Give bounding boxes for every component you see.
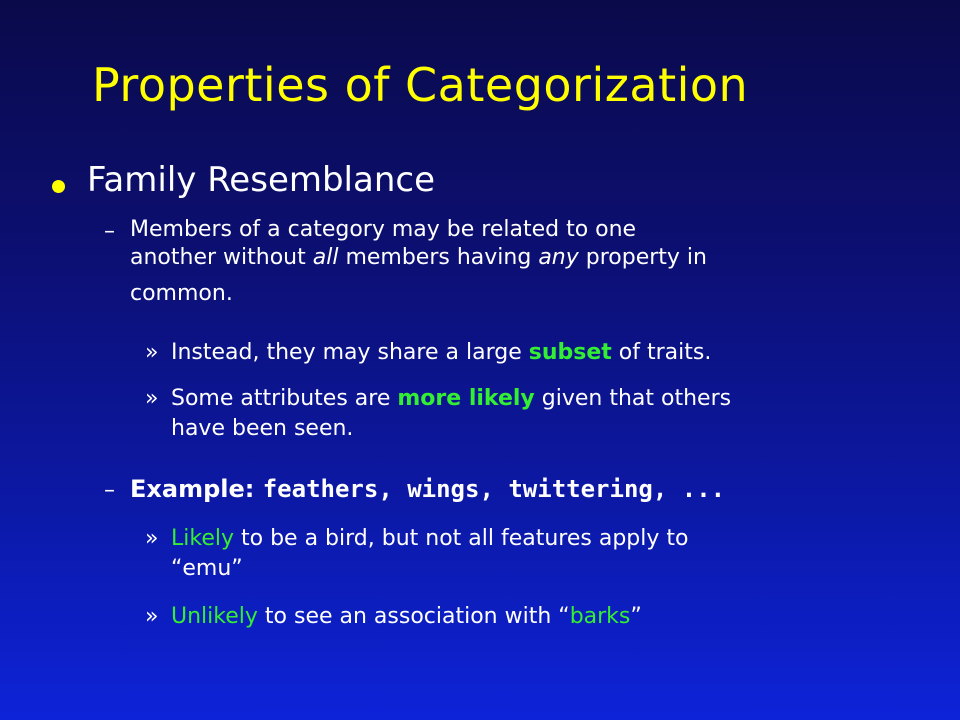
chevron-marker-icon: » — [145, 604, 159, 629]
sub4-text — [171, 602, 642, 632]
dash-marker: – — [104, 219, 115, 244]
sub3-line1 — [171, 524, 688, 554]
point2-label: Example: — [130, 475, 263, 503]
sub2-b: given that others — [534, 386, 732, 411]
point1-emphasis-any: any — [538, 245, 579, 270]
point1-line2-c: property in — [578, 245, 707, 270]
point1-line1: Members of a category may be related to one — [130, 217, 637, 242]
sub1-a: Instead, they may share a large — [171, 340, 529, 365]
sub3-text — [171, 524, 688, 584]
point1-line3: common. — [130, 281, 233, 306]
bullet-dot-icon — [52, 180, 65, 193]
sub1-b: of traits. — [611, 340, 712, 365]
sub4-highlight-barks: barks — [569, 604, 631, 629]
sub1-text — [171, 338, 711, 368]
bullet-family-resemblance: Family Resemblance — [87, 160, 436, 200]
sub3-highlight-likely: Likely — [171, 526, 234, 551]
point1-emphasis-all: all — [312, 245, 339, 270]
dash-marker: – — [104, 478, 115, 503]
sub3-a: to be a bird, but not all features apply to — [234, 526, 689, 551]
sub3-line2: “emu” — [171, 556, 243, 581]
sub2-highlight-more-likely: more likely — [397, 386, 535, 411]
sub4-open-quote: “ — [558, 604, 570, 629]
point1-line2-a: another without — [130, 245, 313, 270]
sub4-close-quote: ” — [630, 604, 642, 629]
sub2-text — [171, 384, 731, 444]
sub4-a: to see an association with — [257, 604, 559, 629]
sub4-highlight-unlikely: Unlikely — [171, 604, 258, 629]
slide-title: Properties of Categorization — [92, 58, 749, 112]
chevron-marker-icon: » — [145, 526, 159, 551]
point1-line2-b: members having — [338, 245, 539, 270]
point1-text — [130, 216, 707, 308]
sub2-a: Some attributes are — [171, 386, 398, 411]
point2-text — [130, 474, 725, 504]
chevron-marker-icon: » — [145, 386, 159, 411]
sub2-line1 — [171, 384, 731, 414]
sub1-highlight-subset: subset — [528, 340, 612, 365]
point2-example: feathers, wings, twittering, ... — [262, 475, 726, 503]
sub2-line2: have been seen. — [171, 416, 354, 441]
chevron-marker-icon: » — [145, 340, 159, 365]
point1-line2 — [130, 244, 707, 272]
